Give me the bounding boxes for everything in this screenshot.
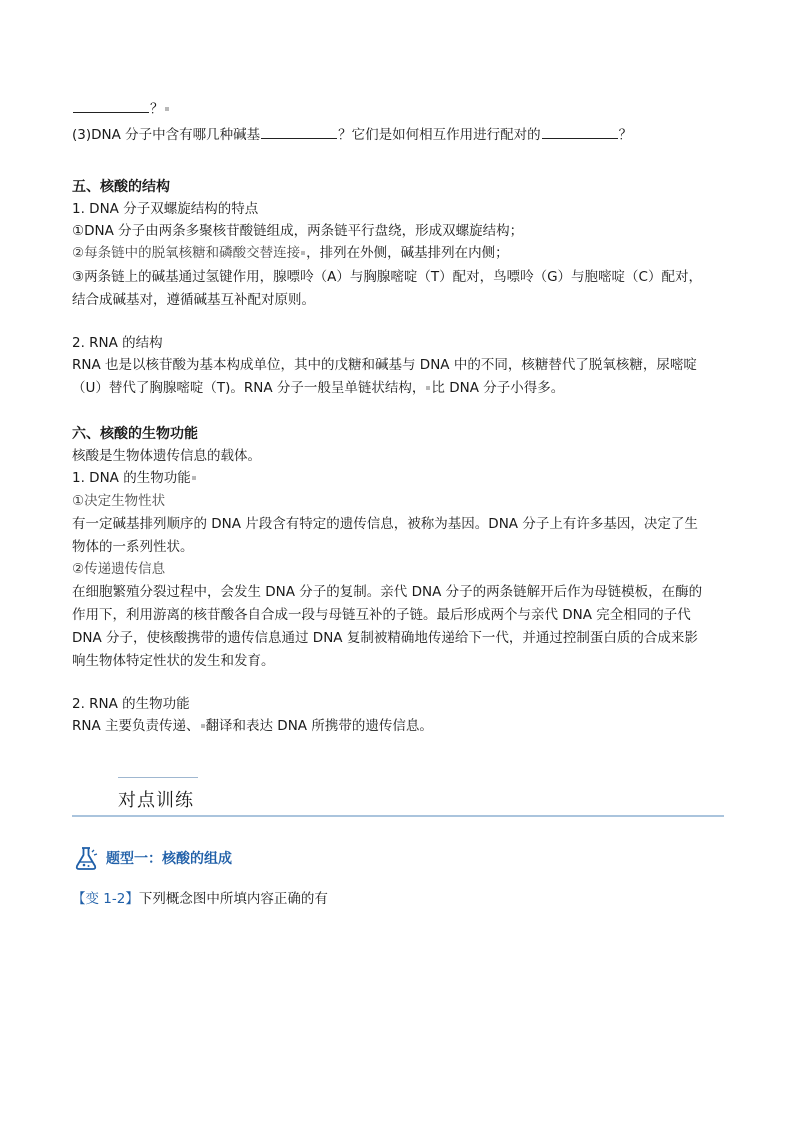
section-heading: 五、核酸的结构: [72, 179, 170, 195]
answer-blank[interactable]: [261, 124, 337, 139]
paragraph: ①DNA 分子由两条多聚核苷酸链组成，两条链平行盘绕，形成双螺旋结构；: [72, 223, 524, 239]
paragraph: （U）替代了胸腺嘧啶（T)。RNA 分子一般呈单链状结构， 比 DNA 分子小得多。: [72, 380, 565, 396]
question-text: 下列概念图中所填内容正确的有: [138, 891, 328, 907]
subheading: ①决定生物性状: [72, 493, 166, 509]
subheading: 1. DNA 的生物功能: [72, 467, 732, 489]
answer-blank[interactable]: [73, 98, 149, 113]
question-item: [72, 888, 328, 910]
paragraph: 在细胞繁殖分裂过程中，会发生 DNA 分子的复制。亲代 DNA 分子的两条链解开后作为母链模板，在酶的: [72, 584, 703, 600]
question-tag: 【变 1-2】: [72, 891, 139, 907]
practice-title: 对点训练: [118, 790, 194, 811]
paragraph: RNA 主要负责传递、 翻译和表达 DNA 所携带的遗传信息。: [72, 718, 433, 734]
paragraph: ③两条链上的碱基通过氢键作用，腺嘌呤（A）与胸腺嘧啶（T）配对，鸟嘌呤（G）与胞嘧啶（C）配对，: [72, 269, 702, 285]
question-type-row: [72, 843, 232, 873]
paragraph: 结合成碱基对，遵循碱基互补配对原则。: [72, 292, 315, 308]
paragraph: 核酸是生物体遗传信息的载体。: [72, 448, 261, 464]
paragraph: DNA 分子，使核酸携带的遗传信息通过 DNA 复制被精确地传递给下一代，并通过控制蛋白质的合成来影: [72, 630, 698, 646]
answer-blank[interactable]: [542, 124, 618, 139]
section-heading: 六、核酸的生物功能: [72, 426, 198, 442]
subheading: 1. DNA 分子双螺旋结构的特点: [72, 201, 259, 217]
question-3: (3)DNA 分子中含有哪几种碱基 ？它们是如何相互作用进行配对的 ？: [72, 124, 732, 146]
paragraph: ②每条链中的脱氧核糖和磷酸交替连接 ，排列在外侧，碱基排列在内侧；: [72, 245, 509, 261]
paragraph: 有一定碱基排列顺序的 DNA 片段含有特定的遗传信息，被称为基因。DNA 分子上有许多基因，决定了生: [72, 516, 698, 532]
subheading: 2. RNA 的生物功能: [72, 696, 190, 712]
paragraph: 物体的一系列性状。: [72, 539, 194, 555]
question-type-label: 题型一：核酸的组成: [106, 851, 232, 867]
subheading: ②传递遗传信息: [72, 561, 166, 577]
flask-icon: [72, 844, 100, 872]
paragraph: 响生物体特定性状的发生和发育。: [72, 653, 275, 669]
title-top-rule: [118, 777, 198, 778]
subheading: 2. RNA 的结构: [72, 335, 163, 351]
fill-line-1: ？: [72, 98, 732, 120]
paragraph: 作用下，利用游离的核苷酸各自合成一段与母链互补的子链。最后形成两个与亲代 DNA 完全相同的子代: [72, 607, 691, 623]
title-divider: [72, 815, 724, 817]
paragraph: RNA 也是以核苷酸为基本构成单位，其中的戊糖和碱基与 DNA 中的不同，核糖替代了脱氧核糖，尿嘧啶: [72, 357, 697, 373]
